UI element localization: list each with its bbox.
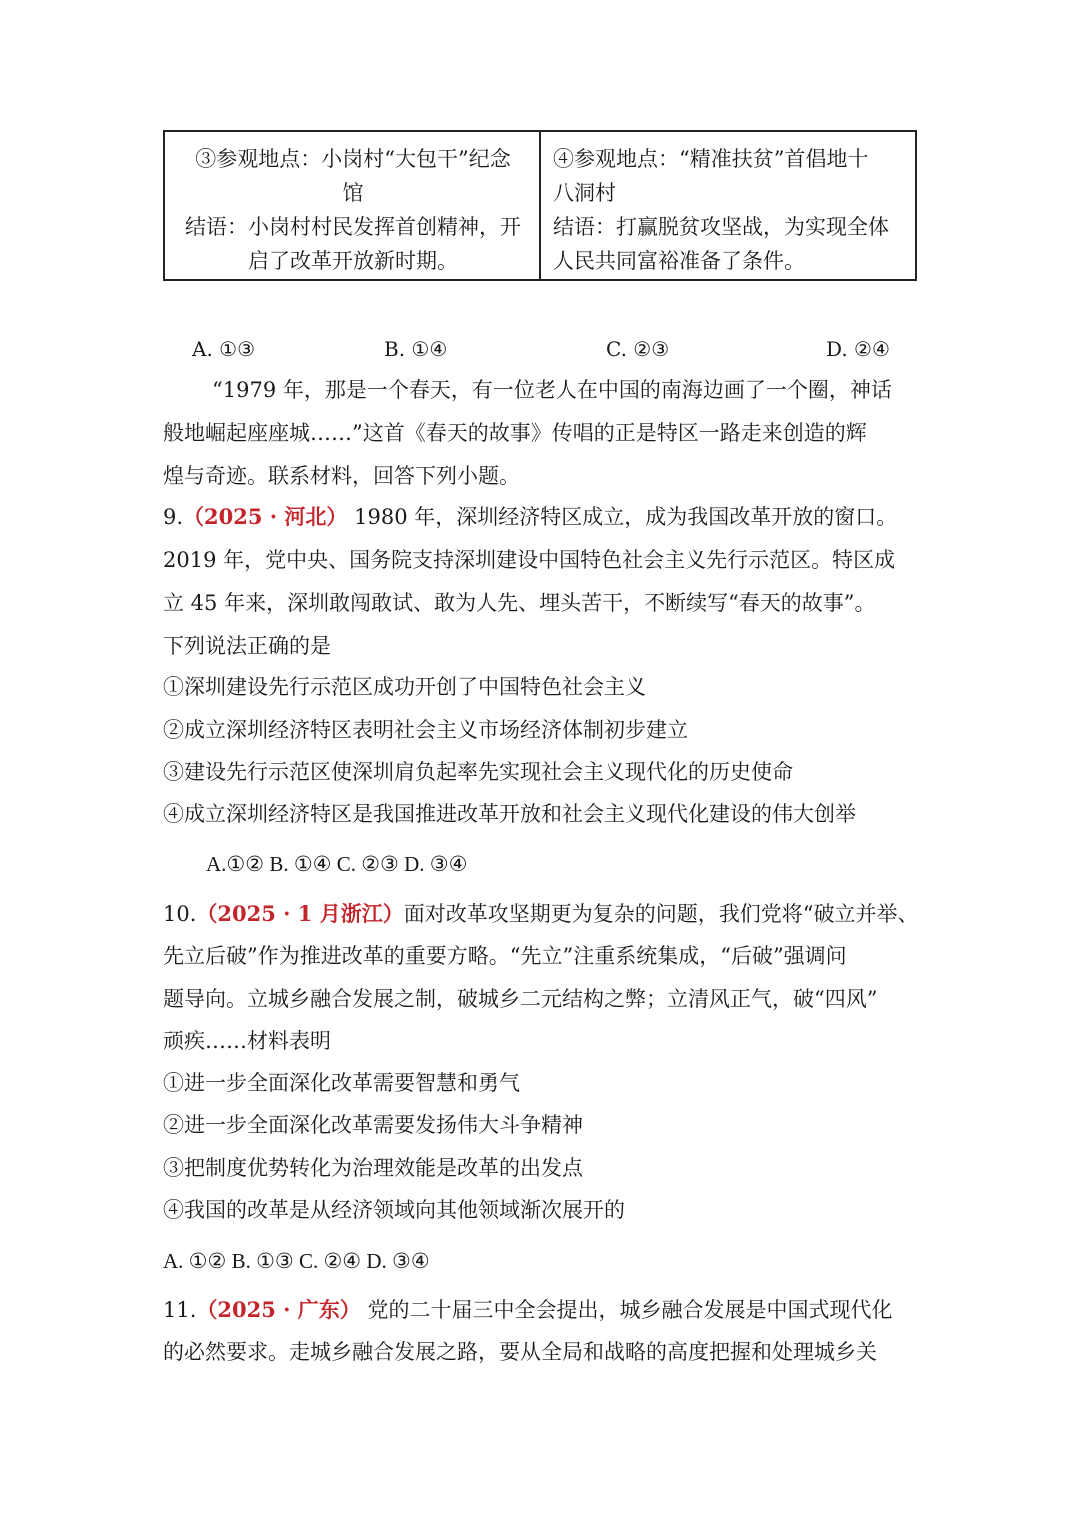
- intro-line: “1979 年，那是一个春天，有一位老人在中国的南海边画了一个圈，神话: [212, 378, 892, 402]
- statement-item: ②进一步全面深化改革需要发扬伟大斗争精神: [163, 1113, 583, 1137]
- question-number: 11.: [163, 1298, 197, 1322]
- venue-conclusion-line: 结语：小岗村村民发挥首创精神，开: [185, 215, 521, 239]
- question-number: 10.: [163, 902, 197, 926]
- venue-place-line: 八洞村: [553, 181, 616, 205]
- q8-options: [0, 337, 1080, 367]
- statement-item: ③建设先行示范区使深圳肩负起率先实现社会主义现代化的历史使命: [163, 760, 793, 784]
- venue-place: [553, 142, 905, 210]
- venue-conclusion: [177, 210, 529, 278]
- venue-place: [177, 142, 529, 210]
- answer-choices[interactable]: A.①② B. ①④ C. ②③ D. ③④: [206, 852, 468, 876]
- source-tag: （2025 · 广东）: [196, 1297, 361, 1322]
- question-text-line: 的必然要求。走城乡融合发展之路，要从全局和战略的高度把握和处理城乡关: [163, 1340, 877, 1364]
- question-text-line: 2019 年，党中央、国务院支持深圳建设中国特色社会主义先行示范区。特区成: [163, 548, 896, 572]
- statement-item: ①深圳建设先行示范区成功开创了中国特色社会主义: [163, 675, 646, 699]
- question-text-line: 先立后破”作为推进改革的重要方略。“先立”注重系统集成，“后破”强调问: [163, 944, 847, 968]
- venue-place-line: ④参观地点：“精准扶贫”首倡地十: [553, 147, 869, 171]
- venue-cell-4: [539, 132, 915, 279]
- venue-cell-3: [165, 132, 539, 279]
- answer-choices[interactable]: A. ①② B. ①③ C. ②④ D. ③④: [163, 1249, 430, 1273]
- option-d[interactable]: D. ②④: [826, 337, 890, 361]
- question-text: 党的二十届三中全会提出，城乡融合发展是中国式现代化: [360, 1298, 893, 1322]
- venue-conclusion-line: 启了改革开放新时期。: [248, 249, 458, 273]
- question-text-line: 顽疾……材料表明: [163, 1029, 331, 1053]
- source-tag: （2025 · 河北）: [183, 504, 348, 529]
- question-text: 1980 年，深圳经济特区成立，成为我国改革开放的窗口。: [347, 505, 898, 529]
- intro-line: 煌与奇迹。联系材料，回答下列小题。: [163, 464, 520, 488]
- venue-place-line: 馆: [342, 181, 364, 205]
- venue-conclusion-line: 人民共同富裕准备了条件。: [553, 249, 805, 273]
- question-number: 9.: [163, 505, 184, 529]
- question-9-stem: [163, 502, 923, 532]
- question-text-line: 下列说法正确的是: [163, 634, 331, 658]
- statement-item: ③把制度优势转化为治理效能是改革的出发点: [163, 1156, 583, 1180]
- statement-item: ④成立深圳经济特区是我国推进改革开放和社会主义现代化建设的伟大创举: [163, 802, 856, 826]
- question-text-line: 题导向。立城乡融合发展之制，破城乡二元结构之弊；立清风正气，破“四风”: [163, 987, 878, 1011]
- statement-item: ④我国的改革是从经济领域向其他领域渐次展开的: [163, 1198, 625, 1222]
- question-10-stem: [163, 899, 923, 929]
- statement-item: ①进一步全面深化改革需要智慧和勇气: [163, 1071, 520, 1095]
- option-a[interactable]: A. ①③: [192, 337, 256, 361]
- question-11-stem: [163, 1295, 923, 1325]
- venue-conclusion: [553, 210, 905, 278]
- option-b[interactable]: B. ①④: [384, 337, 448, 361]
- source-tag: （2025 · 1 月浙江）: [196, 901, 404, 926]
- question-text-line: 立 45 年来，深圳敢闯敢试、敢为人先、埋头苦干，不断续写“春天的故事”。: [163, 591, 876, 615]
- venue-conclusion-line: 结语：打赢脱贫攻坚战，为实现全体: [553, 215, 889, 239]
- venue-table: [163, 130, 917, 281]
- venue-place-line: ③参观地点：小岗村“大包干”纪念: [195, 147, 511, 171]
- option-c[interactable]: C. ②③: [606, 337, 670, 361]
- intro-line: 般地崛起座座城……”这首《春天的故事》传唱的正是特区一路走来创造的辉: [163, 421, 867, 445]
- statement-item: ②成立深圳经济特区表明社会主义市场经济体制初步建立: [163, 718, 688, 742]
- question-text: 面对改革攻坚期更为复杂的问题，我们党将“破立并举、: [403, 902, 919, 926]
